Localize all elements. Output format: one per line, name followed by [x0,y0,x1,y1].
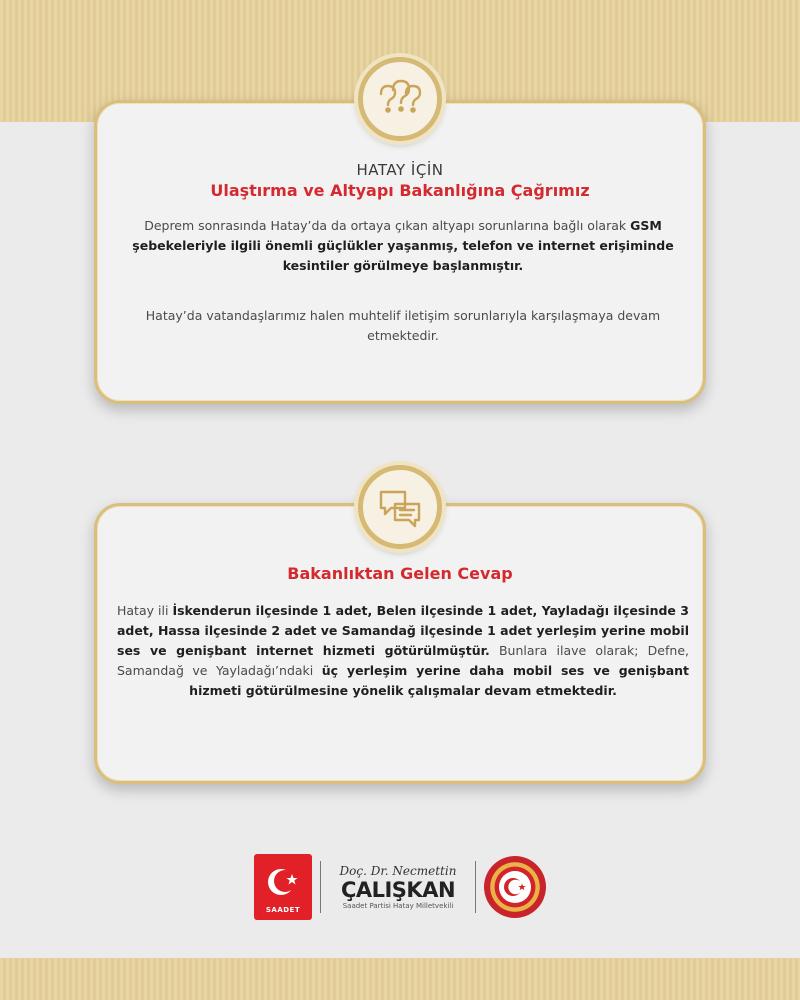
speech-bubbles-icon [358,465,442,549]
footer-divider [320,861,321,913]
call-paragraph-2: Hatay’da vatandaşlarımız halen muhtelif iletişim sorunlarıyla karşılaşmaya devam etmektedir. [145,308,661,343]
deputy-title: Doç. Dr. Necmettin [339,864,457,878]
bottom-gold-band [0,958,800,1000]
crescent-star-icon [263,862,303,902]
call-paragraph-1: Deprem sonrasında Hatay’da da ortaya çıkan altyapı sorunlarına bağlı olarak GSM şebekeleriyle ilgili önemli güçlükler yaşanmış, telefon ve internet erişiminde kesintiler görülmeye başlanmıştır. [132,218,674,273]
card-title: Ulaştırma ve Altyapı Bakanlığına Çağrımız [210,181,590,200]
card-kicker: HATAY İÇİN [356,161,444,179]
card-title: Bakanlıktan Gelen Cevap [287,564,513,583]
deputy-name: ÇALIŞKAN [340,878,456,902]
footer-logos [254,854,548,920]
saadet-party-logo [254,854,312,920]
crescent-star-icon [498,870,532,904]
call-card [94,100,706,404]
deputy-name-block [329,864,467,910]
deputy-role: Saadet Partisi Hatay Milletvekili [342,902,454,910]
footer-divider [475,861,476,913]
response-paragraph: Hatay ili İskenderun ilçesinde 1 adet, Belen ilçesinde 1 adet, Yayladağı ilçesinde 3 adet, Hassa ilçesinde 2 adet ve Samandağ ilçesinde 1 adet yerleşim yerine mobil ses ve genişbant internet hizmeti götürülmüştür. Bunlara ilave olarak; Defne, Samandağ ve Yayladağı’ndaki üç yerleşim yerine daha mobil ses ve genişbant hizmeti götürülmesine yönelik çalışmalar devam etmektedir. [117,603,690,698]
party-name: SAADET [265,906,301,914]
tbmm-seal-logo [484,856,546,918]
question-marks-icon [358,57,442,141]
